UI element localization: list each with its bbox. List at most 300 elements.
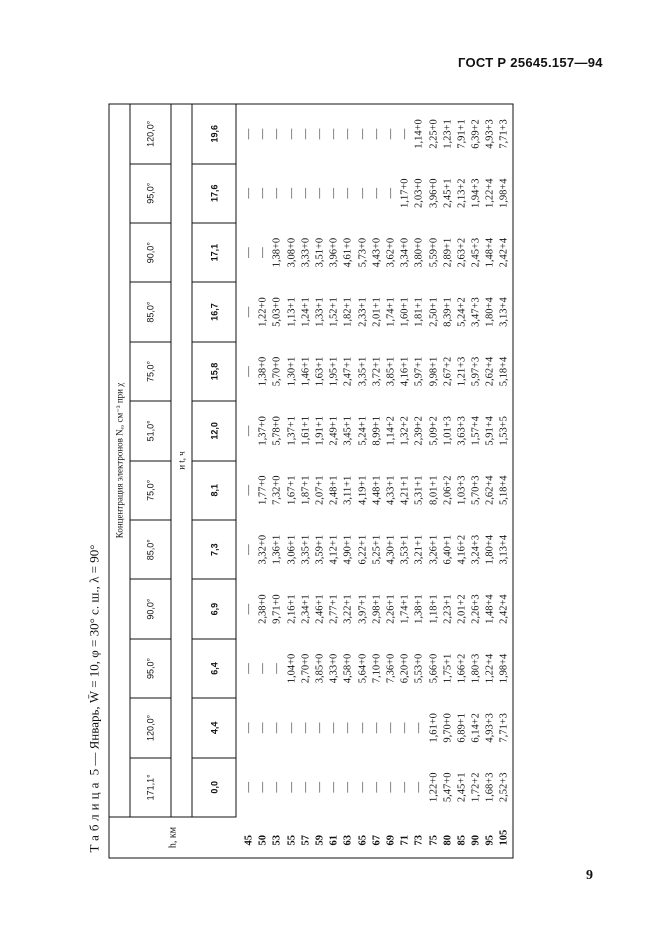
concentration-cell: 4,48+1 (371, 475, 383, 506)
chi-header: 120,0° (130, 698, 171, 757)
concentration-cell: 1,38+0 (257, 356, 269, 387)
concentration-cell: 2,34+1 (300, 594, 312, 624)
concentration-cell: 2,01+2 (456, 594, 468, 624)
concentration-cell: 1,63+1 (314, 356, 326, 387)
t-value-header: 4,4 (192, 698, 236, 757)
concentration-cell: — (271, 782, 283, 793)
concentration-cell: 2,39+2 (413, 416, 425, 446)
concentration-cell: 7,36+0 (385, 653, 397, 684)
concentration-cell: — (286, 782, 298, 793)
concentration-cell: 7,71+3 (498, 119, 510, 149)
concentration-cell: 1,61+1 (300, 416, 312, 446)
concentration-cell: 1,37+1 (286, 416, 298, 446)
t-value-header: 16,7 (192, 282, 236, 341)
h-value: 63 (342, 835, 354, 846)
concentration-cell: 5,91+4 (484, 416, 496, 446)
concentration-cell: — (257, 782, 269, 793)
concentration-cell: 5,70+0 (271, 356, 283, 387)
concentration-cell: — (257, 247, 269, 258)
concentration-cell: — (314, 722, 326, 734)
concentration-cell: 2,23+1 (442, 594, 454, 624)
concentration-cell: 1,37+0 (257, 416, 269, 446)
concentration-cell: 3,47+3 (470, 297, 482, 327)
concentration-cell: 3,24+3 (470, 534, 482, 565)
concentration-cell: 1,22+4 (484, 178, 496, 209)
document-header: ГОСТ Р 25645.157—94 (458, 55, 603, 70)
concentration-cell: 1,67+1 (286, 475, 298, 506)
concentration-cell: 1,53+5 (498, 416, 510, 446)
concentration-cell: 2,62+4 (484, 475, 496, 506)
h-value: 69 (385, 835, 397, 846)
concentration-cell: 3,22+1 (342, 594, 354, 624)
concentration-cell: 6,22+1 (357, 534, 369, 565)
concentration-cell: — (328, 722, 340, 734)
concentration-cell: — (413, 722, 425, 734)
caption-text: 5 — Январь, W̄ = 10, φ = 30° с. ш., λ = 90° (86, 544, 102, 776)
concentration-cell: — (243, 425, 255, 437)
t-header-row (192, 104, 236, 858)
h-value: 85 (456, 835, 468, 846)
concentration-cell: 4,61+0 (342, 237, 354, 268)
concentration-cell: 1,17+0 (399, 178, 411, 209)
concentration-cell: 2,50+1 (428, 297, 440, 327)
concentration-cell: 3,45+1 (342, 416, 354, 446)
concentration-cell: 2,25+0 (428, 119, 440, 149)
concentration-cell: — (399, 782, 411, 793)
table-body (236, 104, 513, 858)
concentration-cell: — (314, 187, 326, 199)
concentration-cell: 3,35+1 (300, 534, 312, 565)
concentration-cell: 1,38+0 (271, 237, 283, 268)
concentration-cell: 1,30+1 (286, 356, 298, 387)
concentration-cell: 8,99+1 (371, 416, 383, 446)
table-row (441, 104, 455, 858)
concentration-cell: 1,33+1 (314, 297, 326, 327)
t-value-header: 6,4 (192, 639, 236, 698)
concentration-cell: 1,01+3 (442, 416, 454, 446)
concentration-cell: 2,07+1 (314, 475, 326, 506)
concentration-cell: 3,35+1 (357, 356, 369, 387)
chi-header: 85,0° (130, 282, 171, 341)
concentration-cell: 1,48+4 (484, 594, 496, 624)
table-row (384, 104, 398, 858)
h-value: 57 (300, 835, 312, 846)
chi-header-row (130, 104, 171, 858)
concentration-cell: — (357, 187, 369, 199)
concentration-cell: 4,21+1 (399, 475, 411, 506)
concentration-cell: 1,22+4 (484, 653, 496, 684)
concentration-cell: 1,52+1 (328, 297, 340, 327)
t-value-header: 17,1 (192, 223, 236, 282)
caption-label: Таблица (86, 778, 102, 853)
concentration-cell: 1,21+3 (456, 356, 468, 387)
concentration-cell: — (271, 128, 283, 140)
concentration-cell: 4,33+1 (385, 475, 397, 506)
concentration-cell: — (314, 782, 326, 793)
table-row (470, 104, 484, 858)
table-row (399, 104, 413, 858)
concentration-cell: 3,11+1 (342, 475, 354, 505)
concentration-cell: 1,22+0 (428, 772, 440, 803)
concentration-cell: 4,93+3 (484, 119, 496, 149)
concentration-cell: 5,53+0 (413, 653, 425, 684)
chi-header: 90,0° (130, 223, 171, 282)
concentration-cell: 3,96+0 (328, 237, 340, 268)
concentration-cell: 3,06+1 (286, 534, 298, 565)
t-value-header: 6,9 (192, 579, 236, 638)
concentration-cell: 2,45+1 (456, 772, 468, 803)
concentration-cell: — (257, 663, 269, 674)
table-row (370, 104, 384, 858)
concentration-cell: 1,46+1 (300, 356, 312, 387)
concentration-cell: 3,33+0 (300, 237, 312, 268)
concentration-cell: 1,61+0 (428, 713, 440, 743)
concentration-cell: 1,38+1 (413, 594, 425, 624)
h-value: 105 (498, 829, 510, 846)
concentration-cell: 1,91+1 (314, 416, 326, 446)
concentration-cell: 5,31+1 (413, 475, 425, 506)
concentration-cell: 2,46+1 (314, 594, 326, 624)
concentration-cell: 1,13+1 (286, 297, 298, 327)
concentration-cell: 1,94+3 (470, 178, 482, 209)
concentration-cell: 1,36+1 (271, 534, 283, 565)
concentration-cell: — (300, 722, 312, 734)
h-value: 65 (357, 835, 369, 846)
concentration-cell: — (328, 782, 340, 793)
concentration-cell: 1,60+1 (399, 297, 411, 327)
concentration-cell: 7,71+3 (498, 713, 510, 743)
concentration-cell: 3,51+0 (314, 237, 326, 268)
concentration-cell: 2,26+1 (385, 594, 397, 624)
concentration-cell: 5,47+0 (442, 772, 454, 803)
concentration-cell: — (357, 128, 369, 140)
table-row (356, 104, 370, 858)
concentration-cell: — (286, 722, 298, 734)
h-value: 53 (271, 835, 283, 846)
concentration-cell: 5,78+0 (271, 416, 283, 446)
concentration-cell: — (300, 187, 312, 199)
concentration-cell: 4,93+3 (484, 713, 496, 743)
concentration-cell: — (371, 782, 383, 793)
concentration-cell: 3,13+4 (498, 297, 510, 327)
concentration-cell: — (357, 722, 369, 734)
concentration-cell: 2,67+2 (442, 356, 454, 387)
chi-header: 95,0° (130, 639, 171, 698)
concentration-cell: 1,48+4 (484, 237, 496, 268)
t-value-header: 17,6 (192, 164, 236, 223)
concentration-cell: 6,14+2 (470, 713, 482, 743)
concentration-cell: — (328, 128, 340, 140)
concentration-cell: — (243, 128, 255, 140)
concentration-cell: 1,68+3 (484, 772, 496, 803)
concentration-cell: 1,82+1 (342, 297, 354, 327)
concentration-cell: — (399, 128, 411, 140)
concentration-cell: — (342, 782, 354, 793)
chi-header: 120,0° (130, 104, 171, 164)
concentration-cell: 1,98+4 (498, 653, 510, 684)
chi-header: 90,0° (130, 579, 171, 638)
table-row (313, 104, 327, 858)
concentration-cell: 3,85+0 (314, 653, 326, 684)
concentration-cell: 7,32+0 (271, 475, 283, 506)
concentration-cell: — (286, 128, 298, 140)
concentration-cell: 2,33+1 (357, 297, 369, 327)
h-value: 90 (470, 835, 482, 846)
concentration-cell: 2,70+0 (300, 653, 312, 684)
concentration-cell: 1,98+4 (498, 178, 510, 209)
electron-concentration-table (109, 104, 514, 859)
table-row (285, 104, 299, 858)
chi-header: 51,0° (130, 401, 171, 460)
t-value-header: 19,6 (192, 104, 236, 164)
concentration-cell: 5,73+0 (357, 237, 369, 268)
table-caption (81, 104, 109, 859)
concentration-cell: 9,70+0 (442, 713, 454, 743)
concentration-cell: 8,39+1 (442, 297, 454, 327)
concentration-cell: 2,42+4 (498, 594, 510, 624)
concentration-cell: — (257, 187, 269, 199)
concentration-cell: 1,66+2 (456, 653, 468, 684)
concentration-cell: — (385, 128, 397, 140)
concentration-cell: — (243, 306, 255, 318)
concentration-cell: 7,91+1 (456, 119, 468, 149)
concentration-cell: 5,97+1 (413, 356, 425, 387)
concentration-cell: 5,24+2 (456, 297, 468, 327)
concentration-cell: — (399, 722, 411, 734)
concentration-cell: 3,21+1 (413, 534, 425, 565)
h-value: 80 (442, 835, 454, 846)
concentration-cell: 5,03+0 (271, 297, 283, 327)
concentration-cell: 4,12+1 (328, 534, 340, 565)
h-value: 61 (328, 835, 340, 846)
chi-header: 85,0° (130, 520, 171, 579)
concentration-cell: 4,33+0 (328, 653, 340, 684)
concentration-cell: 2,26+3 (470, 594, 482, 624)
concentration-cell: 5,18+4 (498, 475, 510, 506)
concentration-cell: 1,80+4 (484, 534, 496, 565)
concentration-cell: — (300, 782, 312, 793)
chi-header: 171,1° (130, 758, 171, 817)
chi-header: 75,0° (130, 461, 171, 520)
concentration-cell: — (342, 128, 354, 140)
concentration-cell: 2,01+1 (371, 297, 383, 327)
concentration-cell: 2,89+1 (442, 237, 454, 268)
table-row (299, 104, 313, 858)
h-value: 71 (399, 835, 411, 846)
concentration-cell: 4,43+0 (371, 237, 383, 268)
concentration-cell: — (271, 663, 283, 674)
concentration-cell: 4,19+1 (357, 475, 369, 506)
concentration-cell: 1,32+2 (399, 416, 411, 446)
concentration-cell: 5,64+0 (357, 653, 369, 684)
concentration-cell: 2,48+1 (328, 475, 340, 506)
concentration-cell: 5,70+3 (470, 475, 482, 506)
concentration-cell: 8,01+1 (428, 475, 440, 506)
concentration-cell: 2,49+1 (328, 416, 340, 446)
concentration-cell: 7,10+0 (371, 653, 383, 684)
concentration-cell: — (342, 722, 354, 734)
concentration-cell: 2,03+0 (413, 178, 425, 209)
concentration-cell: 3,32+0 (257, 534, 269, 565)
concentration-cell: 3,34+0 (399, 237, 411, 268)
concentration-cell: 3,63+3 (456, 416, 468, 446)
table-row (455, 104, 469, 858)
concentration-cell: 3,13+4 (498, 534, 510, 565)
concentration-cell: 3,97+1 (357, 594, 369, 624)
concentration-cell: — (385, 722, 397, 734)
concentration-cell: 2,13+2 (456, 178, 468, 209)
concentration-cell: — (243, 485, 255, 496)
concentration-cell: — (243, 603, 255, 615)
concentration-cell: 1,14+2 (385, 416, 397, 446)
concentration-cell: 3,96+0 (428, 178, 440, 209)
concentration-cell: 1,72+2 (470, 772, 482, 803)
h-value: 67 (371, 835, 383, 846)
table-row (413, 104, 427, 858)
concentration-cell: — (371, 187, 383, 199)
concentration-cell: 2,62+4 (484, 356, 496, 387)
concentration-cell: — (286, 187, 298, 199)
concentration-cell: 1,18+1 (428, 594, 440, 624)
concentration-cell: 1,81+1 (413, 297, 425, 327)
concentration-cell: 5,66+0 (428, 653, 440, 684)
concentration-cell: 2,77+1 (328, 594, 340, 624)
concentration-cell: 5,25+1 (371, 534, 383, 565)
concentration-cell: 3,85+1 (385, 356, 397, 387)
concentration-cell: 9,98+1 (428, 356, 440, 387)
concentration-cell: 4,30+1 (385, 534, 397, 565)
concentration-cell: — (271, 722, 283, 734)
concentration-cell: 1,24+1 (300, 297, 312, 327)
t-value-header: 12,0 (192, 401, 236, 460)
concentration-cell: 1,87+1 (300, 475, 312, 506)
concentration-cell: — (257, 128, 269, 140)
concentration-cell: — (243, 544, 255, 555)
concentration-cell: 2,45+1 (442, 178, 454, 209)
concentration-cell: 3,80+0 (413, 237, 425, 268)
concentration-cell: — (243, 366, 255, 377)
concentration-cell: — (413, 782, 425, 793)
concentration-cell: 2,38+0 (257, 594, 269, 624)
t-value-header: 7,3 (192, 520, 236, 579)
table-row (484, 104, 498, 858)
concentration-cell: 2,45+3 (470, 237, 482, 268)
concentration-cell: 2,47+1 (342, 356, 354, 387)
concentration-cell: 1,14+0 (413, 119, 425, 149)
concentration-cell: 1,03+3 (456, 475, 468, 506)
concentration-cell: 5,24+1 (357, 416, 369, 446)
concentration-cell: 3,26+1 (428, 534, 440, 565)
t-value-header: 8,1 (192, 461, 236, 520)
concentration-cell: 2,63+2 (456, 237, 468, 268)
concentration-cell: — (257, 722, 269, 734)
concentration-cell: — (385, 782, 397, 793)
concentration-cell: — (342, 187, 354, 199)
concentration-cell: 1,75+1 (442, 653, 454, 684)
table-row (342, 104, 356, 858)
h-value: 75 (428, 835, 440, 846)
concentration-cell: 3,62+0 (385, 237, 397, 268)
concentration-cell: — (371, 128, 383, 140)
h-value: 45 (243, 835, 255, 846)
concentration-cell: 5,18+4 (498, 356, 510, 387)
rotated-table-block (81, 104, 519, 859)
t-value-header: 0,0 (192, 758, 236, 817)
concentration-cell: 3,59+1 (314, 534, 326, 565)
concentration-cell: 9,71+0 (271, 594, 283, 624)
concentration-cell: 5,97+3 (470, 356, 482, 387)
h-value: 50 (257, 835, 269, 846)
concentration-cell: — (243, 722, 255, 734)
table-row (427, 104, 441, 858)
concentration-cell: 6,20+0 (399, 653, 411, 684)
table-row (271, 104, 285, 858)
concentration-cell: 3,53+1 (399, 534, 411, 565)
concentration-cell: 6,40+1 (442, 534, 454, 565)
table-row (236, 104, 257, 858)
concentration-cell: — (357, 782, 369, 793)
concentration-cell: — (243, 247, 255, 258)
concentration-cell: 6,89+1 (456, 713, 468, 743)
concentration-cell: 6,39+2 (470, 119, 482, 149)
concentration-cell: — (271, 187, 283, 199)
concentration-cell: 1,23+1 (442, 119, 454, 149)
concentration-cell: 1,95+1 (328, 356, 340, 387)
concentration-cell: — (371, 722, 383, 734)
concentration-cell: 2,06+2 (442, 475, 454, 506)
concentration-cell: 1,74+1 (385, 297, 397, 327)
concentration-cell: — (243, 782, 255, 793)
table-row (328, 104, 342, 858)
concentration-header: Концентрация электронов Nₑ, см⁻³ при χ (109, 104, 130, 817)
concentration-cell: — (314, 128, 326, 140)
concentration-cell: 1,04+0 (286, 653, 298, 684)
concentration-cell: 2,42+4 (498, 237, 510, 268)
concentration-cell: — (300, 128, 312, 140)
concentration-cell: 1,57+4 (470, 416, 482, 446)
concentration-cell: 3,08+0 (286, 237, 298, 268)
t-value-header: 15,8 (192, 342, 236, 401)
concentration-cell: 1,22+0 (257, 297, 269, 327)
concentration-cell: — (385, 187, 397, 199)
concentration-cell: 1,80+4 (484, 297, 496, 327)
t-header: и t, ч (176, 451, 187, 470)
concentration-cell: 4,16+1 (399, 356, 411, 387)
concentration-cell: 1,77+0 (257, 475, 269, 506)
concentration-cell: 2,16+1 (286, 594, 298, 624)
concentration-cell: — (243, 187, 255, 199)
concentration-cell: — (243, 663, 255, 674)
chi-header: 75,0° (130, 342, 171, 401)
chi-header: 95,0° (130, 164, 171, 223)
concentration-cell: 4,16+2 (456, 534, 468, 565)
concentration-cell: — (328, 187, 340, 199)
h-value: 73 (413, 835, 425, 846)
concentration-cell: 4,58+0 (342, 653, 354, 684)
concentration-cell: 3,72+1 (371, 356, 383, 387)
concentration-cell: 5,59+0 (428, 237, 440, 268)
page-number: 9 (586, 868, 593, 883)
concentration-cell: 5,09+2 (428, 416, 440, 446)
h-value: 95 (484, 835, 496, 846)
concentration-cell: 2,52+3 (498, 772, 510, 803)
h-value: 59 (314, 835, 326, 846)
concentration-cell: 2,98+1 (371, 594, 383, 624)
concentration-cell: 4,90+1 (342, 534, 354, 565)
concentration-cell: 1,74+1 (399, 594, 411, 624)
table-row (498, 104, 513, 858)
table-row (257, 104, 271, 858)
